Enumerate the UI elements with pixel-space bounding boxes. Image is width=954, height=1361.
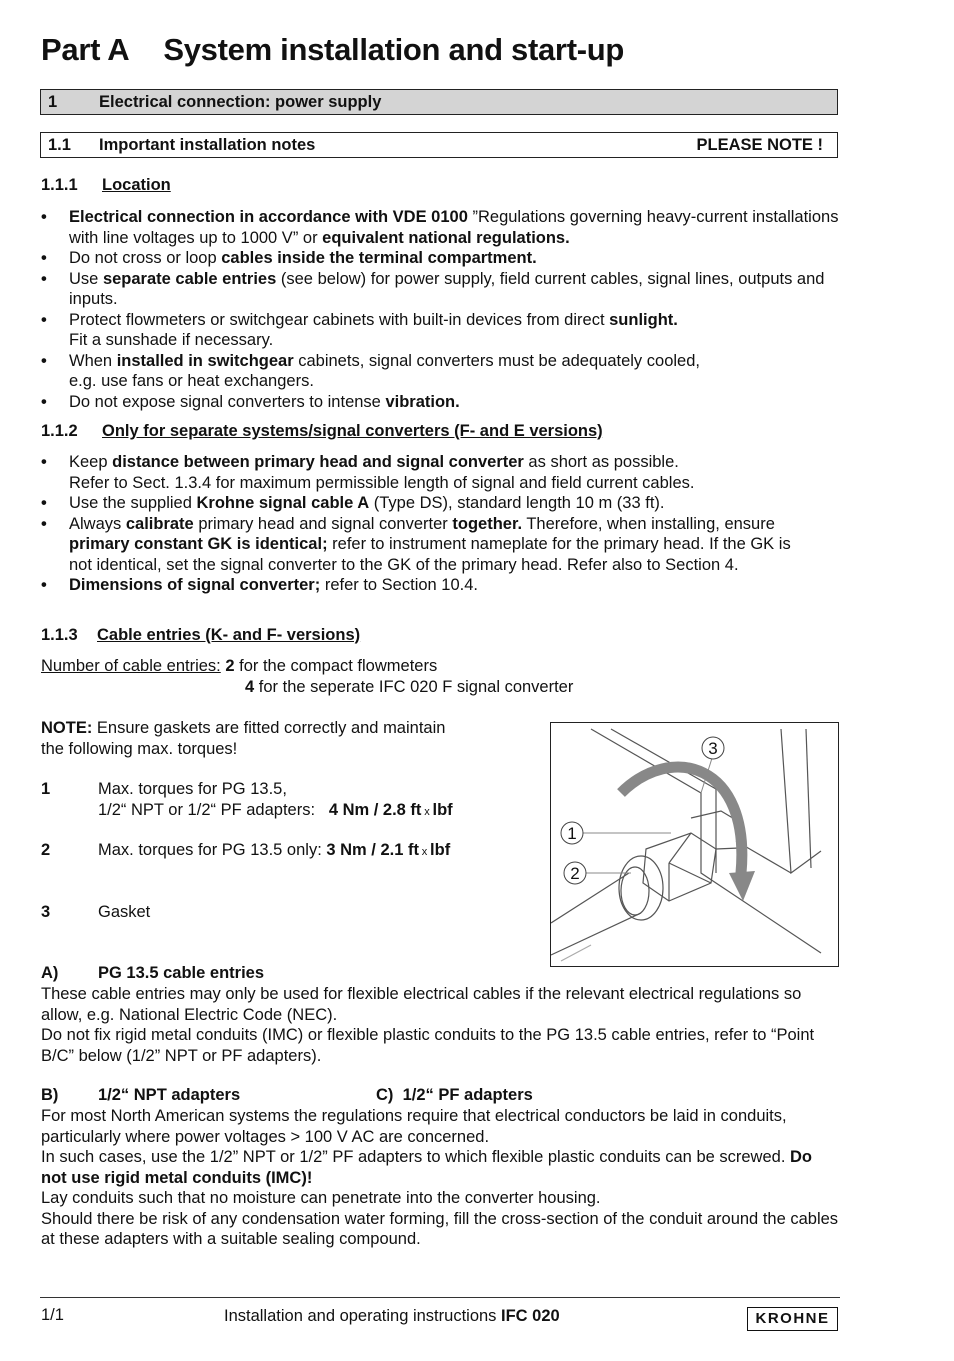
pf-heading: C) 1/2“ PF adapters [376,1086,533,1104]
section-number: 1 [48,93,58,111]
cable-count-row-2: 4 for the seperate IFC 020 F signal converter [245,678,574,696]
callout-2: 2 [570,864,580,883]
subsection-location-heading: 1.1.1 Location [41,176,171,194]
location-list [41,207,841,412]
callout-3: 3 [708,739,718,758]
torque-item-3-number: 3 [41,903,51,921]
cable-entry-figure [550,722,839,967]
list-item: • Electrical connection in accordance with VDE 0100 ”Regulations governing heavy-current installations with line voltages up to 1000 V” or equivalent national regulations. [41,207,841,248]
page-title [41,32,624,68]
separate-list [41,452,841,596]
subsection-cable-heading: 1.1.3 Cable entries (K- and F- versions) [41,626,361,644]
npt-heading: B) 1/2“ NPT adapters [41,1086,241,1104]
list-item: • Protect flowmeters or switchgear cabinets with built-in devices from direct sunlight. Fit a sunshade if necessary. [41,310,841,351]
torque-note: NOTE: Ensure gaskets are fitted correctly and maintain the following max. torques! [41,719,446,758]
krohne-logo: KROHNE [747,1307,838,1331]
list-item: • Always calibrate primary head and signal converter together. Therefore, when installing, ensure primary constant GK is identical; refer to instrument nameplate for the primary head. If the GK is not identical, set the signal converter to the GK of the primary head. Refer also to Section 4. [41,514,809,576]
torque-item-2: Max. torques for PG 13.5 only: 3 Nm / 2.1 ft x lbf [98,841,451,859]
pg-heading: A) PG 13.5 cable entries [41,964,265,982]
part-title: System installation and start-up [163,32,625,67]
list-item: • Dimensions of signal converter; refer to Section 10.4. [41,575,841,596]
section-number: 1.1 [48,136,71,154]
torque-item-2-number: 2 [41,841,51,859]
footer-title: Installation and operating instructions IFC 020 [224,1307,560,1325]
part-label: Part A [41,32,130,67]
pg-text: These cable entries may only be used for flexible electrical cables if the relevant electrical regulations so allow, e.g. National Electric Code (NEC). Do not fix rigid metal conduits (IMC) or flexible plastic conduits to the PG 13.5 cable entries, refer to “Point B/C” below (1/2” NPT or PF adapters). [41,985,815,1065]
torque-item-1-number: 1 [41,780,51,798]
list-item: • Use the supplied Krohne signal cable A (Type DS), standard length 10 m (33 ft). [41,493,841,514]
section-1-1-header [40,132,838,158]
list-item: • Do not cross or loop cables inside the terminal compartment. [41,248,841,269]
please-note-label: PLEASE NOTE ! [696,136,823,154]
cable-count-label: Number of cable entries: [41,657,221,675]
torque-item-3: Gasket [98,903,151,921]
section-title: Important installation notes [99,136,316,154]
list-item: • When installed in switchgear cabinets, signal converters must be adequately cooled, e.g. use fans or heat exchangers. [41,351,841,392]
section-title: Electrical connection: power supply [99,93,382,111]
subsection-separate-heading: 1.1.2 Only for separate systems/signal converters (F- and E versions) [41,422,603,440]
cable-gland-drawing [551,723,838,966]
list-item: • Keep distance between primary head and signal converter as short as possible. Refer to Sect. 1.3.4 for maximum permissible length of signal and field current cables. [41,452,841,493]
callout-1: 1 [567,824,577,843]
list-item: • Do not expose signal converters to intense vibration. [41,392,841,413]
section-1-header [40,89,838,115]
torque-item-1: Max. torques for PG 13.5, 1/2“ NPT or 1/2“ PF adapters: 4 Nm / 2.8 ft x lbf [98,780,453,819]
page-number: 1/1 [41,1306,64,1324]
footer-divider [40,1297,840,1298]
cable-count-row-1: Number of cable entries: 2 for the compact flowmeters [41,657,438,675]
npt-text: For most North American systems the regulations require that electrical conductors be laid in conduits, particularly where power voltages > 100 V AC are concerned. In such cases, use the 1/2” NPT or 1/2” PF adapters to which flexible plastic conduits can be screwed. Do not use rigid metal conduits (IMC)! Lay conduits such that no moisture can penetrate into the converter housing. Should there be risk of any condensation water forming, fill the cross-section of the conduit around the cables at these adapters with a suitable sealing compound. [41,1107,839,1248]
list-item: • Use separate cable entries (see below) for power supply, field current cables, signal lines, outputs and inputs. [41,269,841,310]
